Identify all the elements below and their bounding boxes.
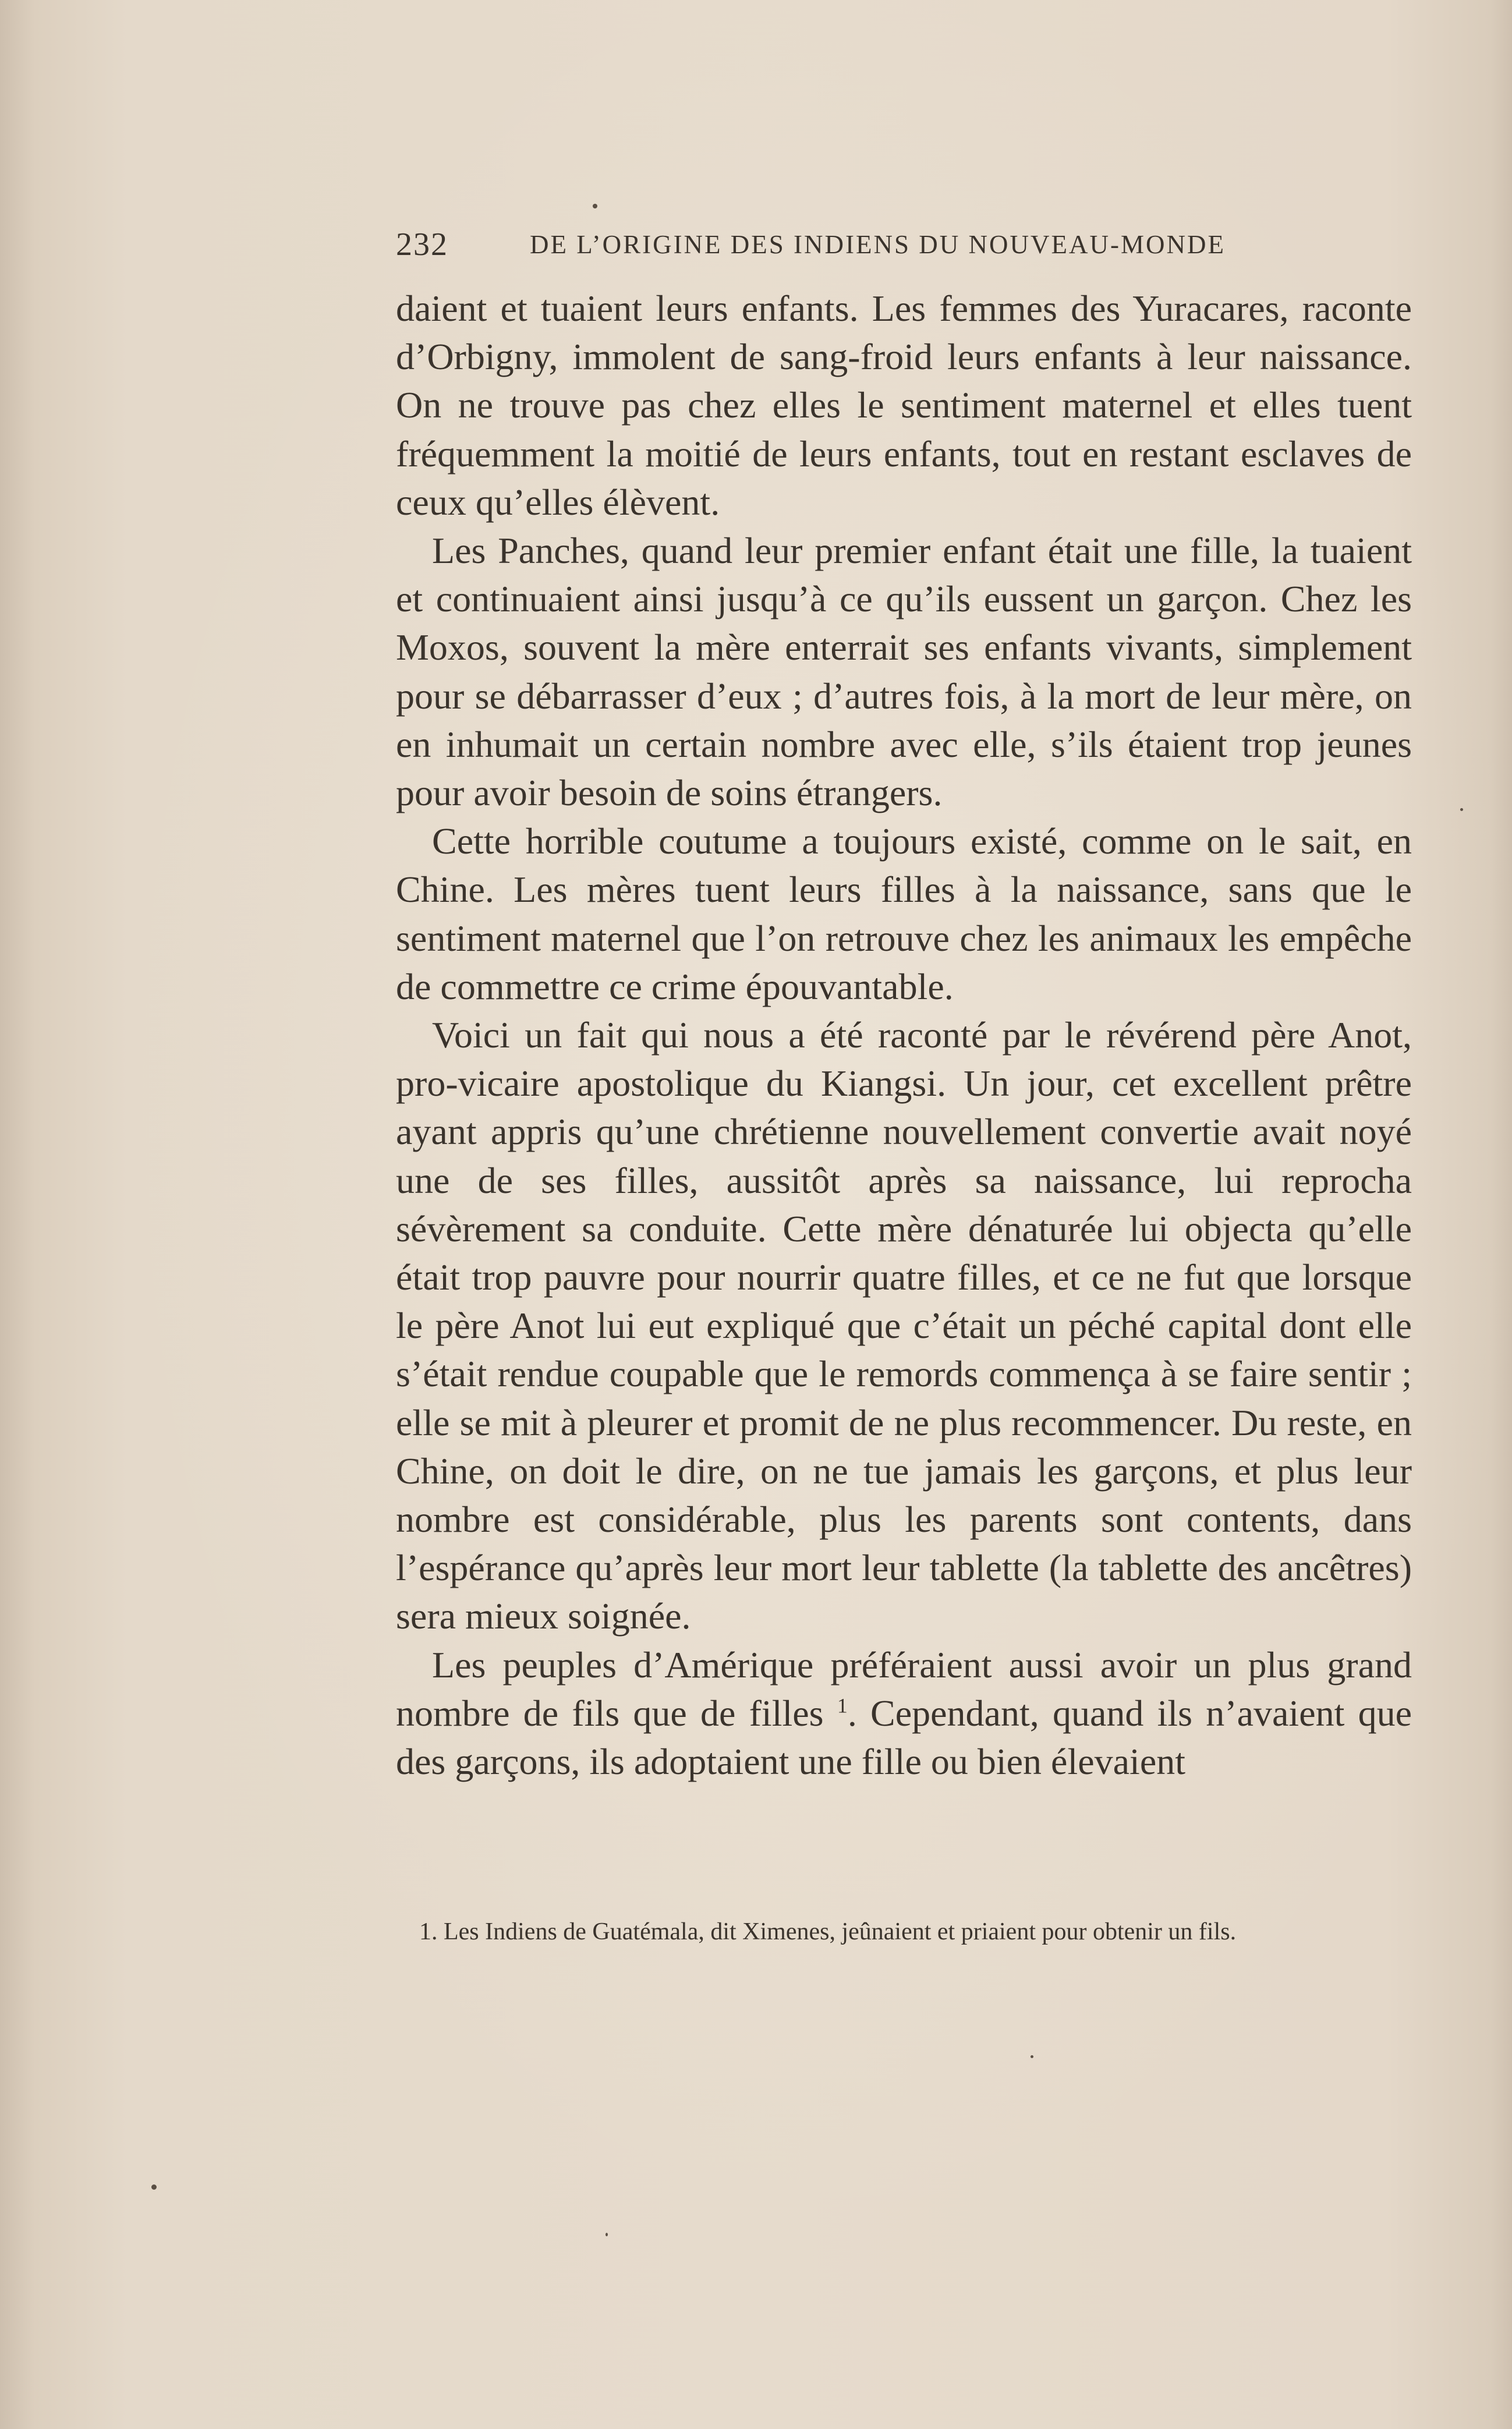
paragraph-3: Cette horrible coutume a toujours existé, comme on le sait, en Chine. Les mères tuent leurs filles à la naissance, sans que le sentiment maternel que l’on retrouve chez les animaux les empêche de commettre ce crime épouvantable. [396, 820, 1412, 1007]
paragraph-4: Voici un fait qui nous a été raconté par le révérend père Anot, pro-vicaire apostolique du Kiangsi. Un jour, cet excellent prêtre ayant appris qu’une chrétienne nouvellement convertie avait noyé une de ses filles, aussitôt après sa naissance, lui reprocha sévèrement sa conduite. Cette mère dénaturée lui objecta qu’elle était trop pauvre pour nourrir quatre filles, et ce ne fut que lorsque le père Anot lui eut expliqué que c’était un péché capital dont elle s’était rendue coupable que le remords commença à se faire sentir ; elle se mit à pleurer et promit de ne plus recommencer. Du reste, en Chine, on doit le dire, on ne tue jamais les garçons, et plus leur nombre est considérable, plus les parents sont contents, dans l’espérance qu’après leur mort leur tablette (la tablette des ancêtres) sera mieux soignée. [396, 1014, 1412, 1637]
paragraph-5-start: Les peuples d’Amérique préféraient aussi avoir un plus grand nombre de fils que de filles [396, 1644, 1412, 1734]
paragraph-5 [396, 1641, 1412, 1786]
page-header [396, 226, 1269, 267]
paragraph-1: daient et tuaient leurs enfants. Les femmes des Yuracares, raconte d’Orbigny, immolent de sang-froid leurs enfants à leur naissance. On ne trouve pas chez elles le sentiment maternel et elles tuent fréquemment la moitié de leurs enfants, tout en restant esclaves de ceux qu’elles élèvent. [396, 288, 1412, 523]
paper-speck [605, 2233, 608, 2236]
running-title: DE L’ORIGINE DES INDIENS DU NOUVEAU-MONDE [530, 230, 1226, 259]
footnote-reference: 1 [837, 1694, 848, 1718]
footnote-text: Les Indiens de Guatémala, dit Ximenes, jeûnaient et priaient pour obtenir un fils. [444, 1918, 1237, 1945]
paper-speck [151, 2184, 157, 2190]
paper-speck [1031, 2055, 1033, 2058]
footnote [396, 1915, 1412, 1948]
paper-speck [593, 204, 597, 208]
main-text [396, 284, 1412, 1786]
page-number: 232 [396, 226, 448, 263]
footnote-number: 1. [419, 1918, 438, 1945]
paragraph-5-end: . Cependant, quand ils n’avaient que des garçons, ils adoptaient une fille ou bien élevaient [396, 1692, 1412, 1783]
paragraph-2: Les Panches, quand leur premier enfant était une fille, la tuaient et continuaient ainsi jusqu’à ce qu’ils eussent un garçon. Chez les Moxos, souvent la mère enterrait ses enfants vivants, simplement pour se débarrasser d’eux ; d’autres fois, à la mort de leur mère, on en inhumait un certain nombre avec elle, s’ils étaient trop jeunes pour avoir besoin de soins étrangers. [396, 530, 1412, 814]
paper-speck [1460, 808, 1463, 811]
